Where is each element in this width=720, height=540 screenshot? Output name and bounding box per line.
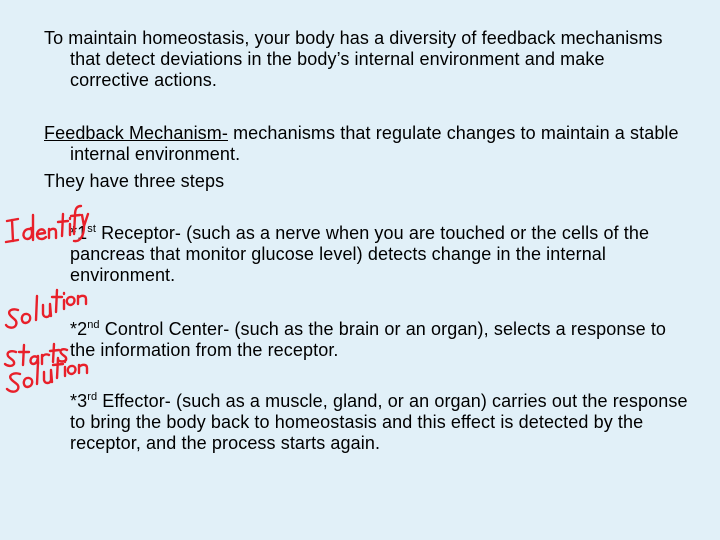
- step-1-text: Receptor- (such as a nerve when you are touched or the cells of the pancreas that monitor glucose level) detects change in the internal environment.: [70, 223, 650, 285]
- step-1: [70, 223, 690, 286]
- steps-intro-text: They have three steps: [44, 171, 225, 191]
- step-1-ordinal: st: [87, 223, 96, 235]
- step-3-prefix: *3: [70, 391, 88, 411]
- definition-paragraph: [44, 123, 684, 165]
- step-3-text: Effector- (such as a muscle, gland, or an organ) carries out the response to bring the body back to homeostasis and this effect is detected by the receptor, and the process starts again.: [70, 391, 688, 453]
- step-2-ordinal: nd: [87, 319, 100, 331]
- step-2: [70, 319, 690, 361]
- step-3: [70, 391, 690, 454]
- step-1-prefix: *1: [70, 223, 88, 243]
- definition-text: mechanisms that regulate changes to maintain a stable internal environment.: [70, 123, 679, 164]
- step-2-text: Control Center- (such as the brain or an organ), selects a response to the information from the receptor.: [70, 319, 667, 360]
- definition-term: Feedback Mechanism-: [44, 123, 228, 143]
- steps-intro: [44, 171, 684, 192]
- intro-paragraph: [44, 28, 684, 91]
- intro-text: To maintain homeostasis, your body has a diversity of feedback mechanisms that detect deviations in the body’s internal environment and make corrective actions.: [44, 28, 663, 90]
- step-3-ordinal: rd: [87, 391, 98, 403]
- step-2-prefix: *2: [70, 319, 88, 339]
